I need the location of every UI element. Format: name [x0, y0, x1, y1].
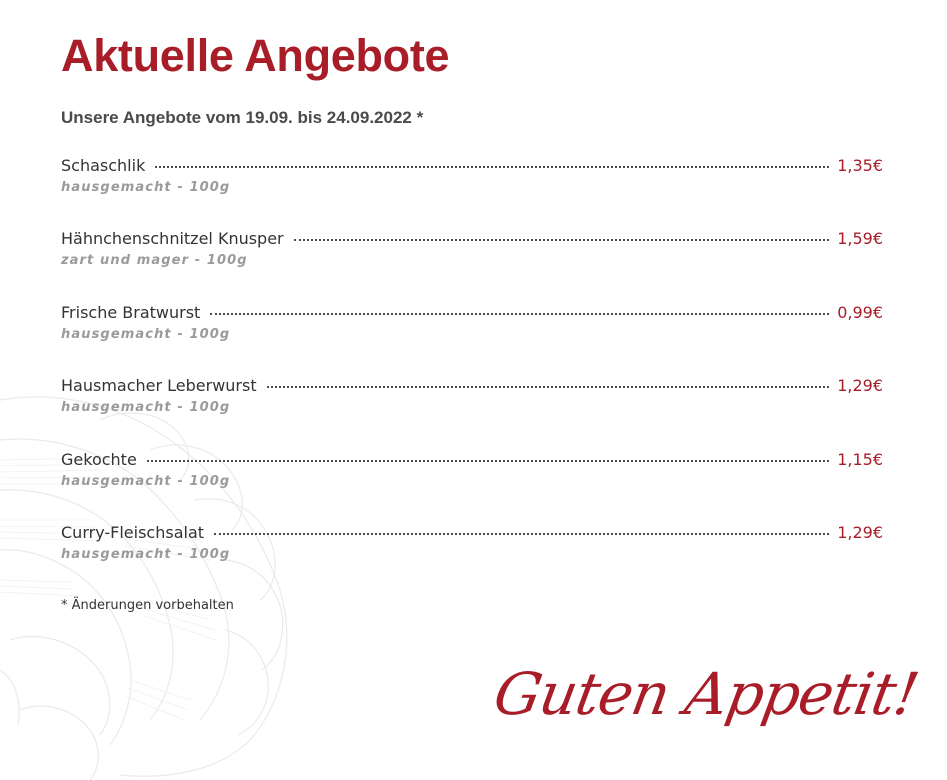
offer-description: hausgemacht - 100g: [61, 400, 231, 416]
dotted-leader: [147, 460, 829, 462]
offer-item: [61, 450, 883, 523]
offer-description: hausgemacht - 100g: [61, 180, 231, 195]
offer-name: Gekochte: [61, 449, 137, 469]
offer-name: Schaschlik: [61, 156, 146, 175]
offer-price: 1,29€: [837, 376, 883, 396]
offer-item: [61, 156, 883, 229]
offer-name: Hausmacher Leberwurst: [61, 376, 257, 396]
dotted-leader: [267, 386, 830, 388]
dotted-leader: [210, 313, 829, 315]
offer-item: [61, 303, 883, 376]
dotted-leader: [214, 533, 829, 535]
offer-price: 1,15€: [837, 449, 883, 469]
offer-price: 1,29€: [837, 522, 883, 542]
dotted-leader: [294, 239, 830, 241]
offer-description: zart und mager - 100g: [61, 253, 248, 269]
offers-list: [61, 156, 883, 596]
offer-price: 1,59€: [837, 229, 883, 249]
offer-item: [61, 523, 883, 596]
offer-name: Hähnchenschnitzel Knusper: [61, 229, 284, 249]
offer-item: [61, 229, 883, 302]
offers-period-subtitle: Unsere Angebote vom 19.09. bis 24.09.2022 *: [61, 108, 424, 127]
offer-name: Curry-Fleischsalat: [61, 522, 205, 542]
offer-description: hausgemacht - 100g: [61, 473, 231, 489]
offer-description: hausgemacht - 100g: [61, 546, 231, 562]
offer-description: hausgemacht - 100g: [61, 326, 231, 342]
offer-name: Frische Bratwurst: [61, 302, 201, 322]
offer-price: 1,35€: [837, 156, 883, 175]
guten-appetit-signoff: Guten Appetit!: [488, 660, 923, 728]
dotted-leader: [155, 166, 829, 168]
footnote: * Änderungen vorbehalten: [61, 598, 234, 613]
offer-item: [61, 376, 883, 449]
offer-price: 0,99€: [837, 302, 883, 322]
page-title: Aktuelle Angebote: [61, 30, 450, 81]
